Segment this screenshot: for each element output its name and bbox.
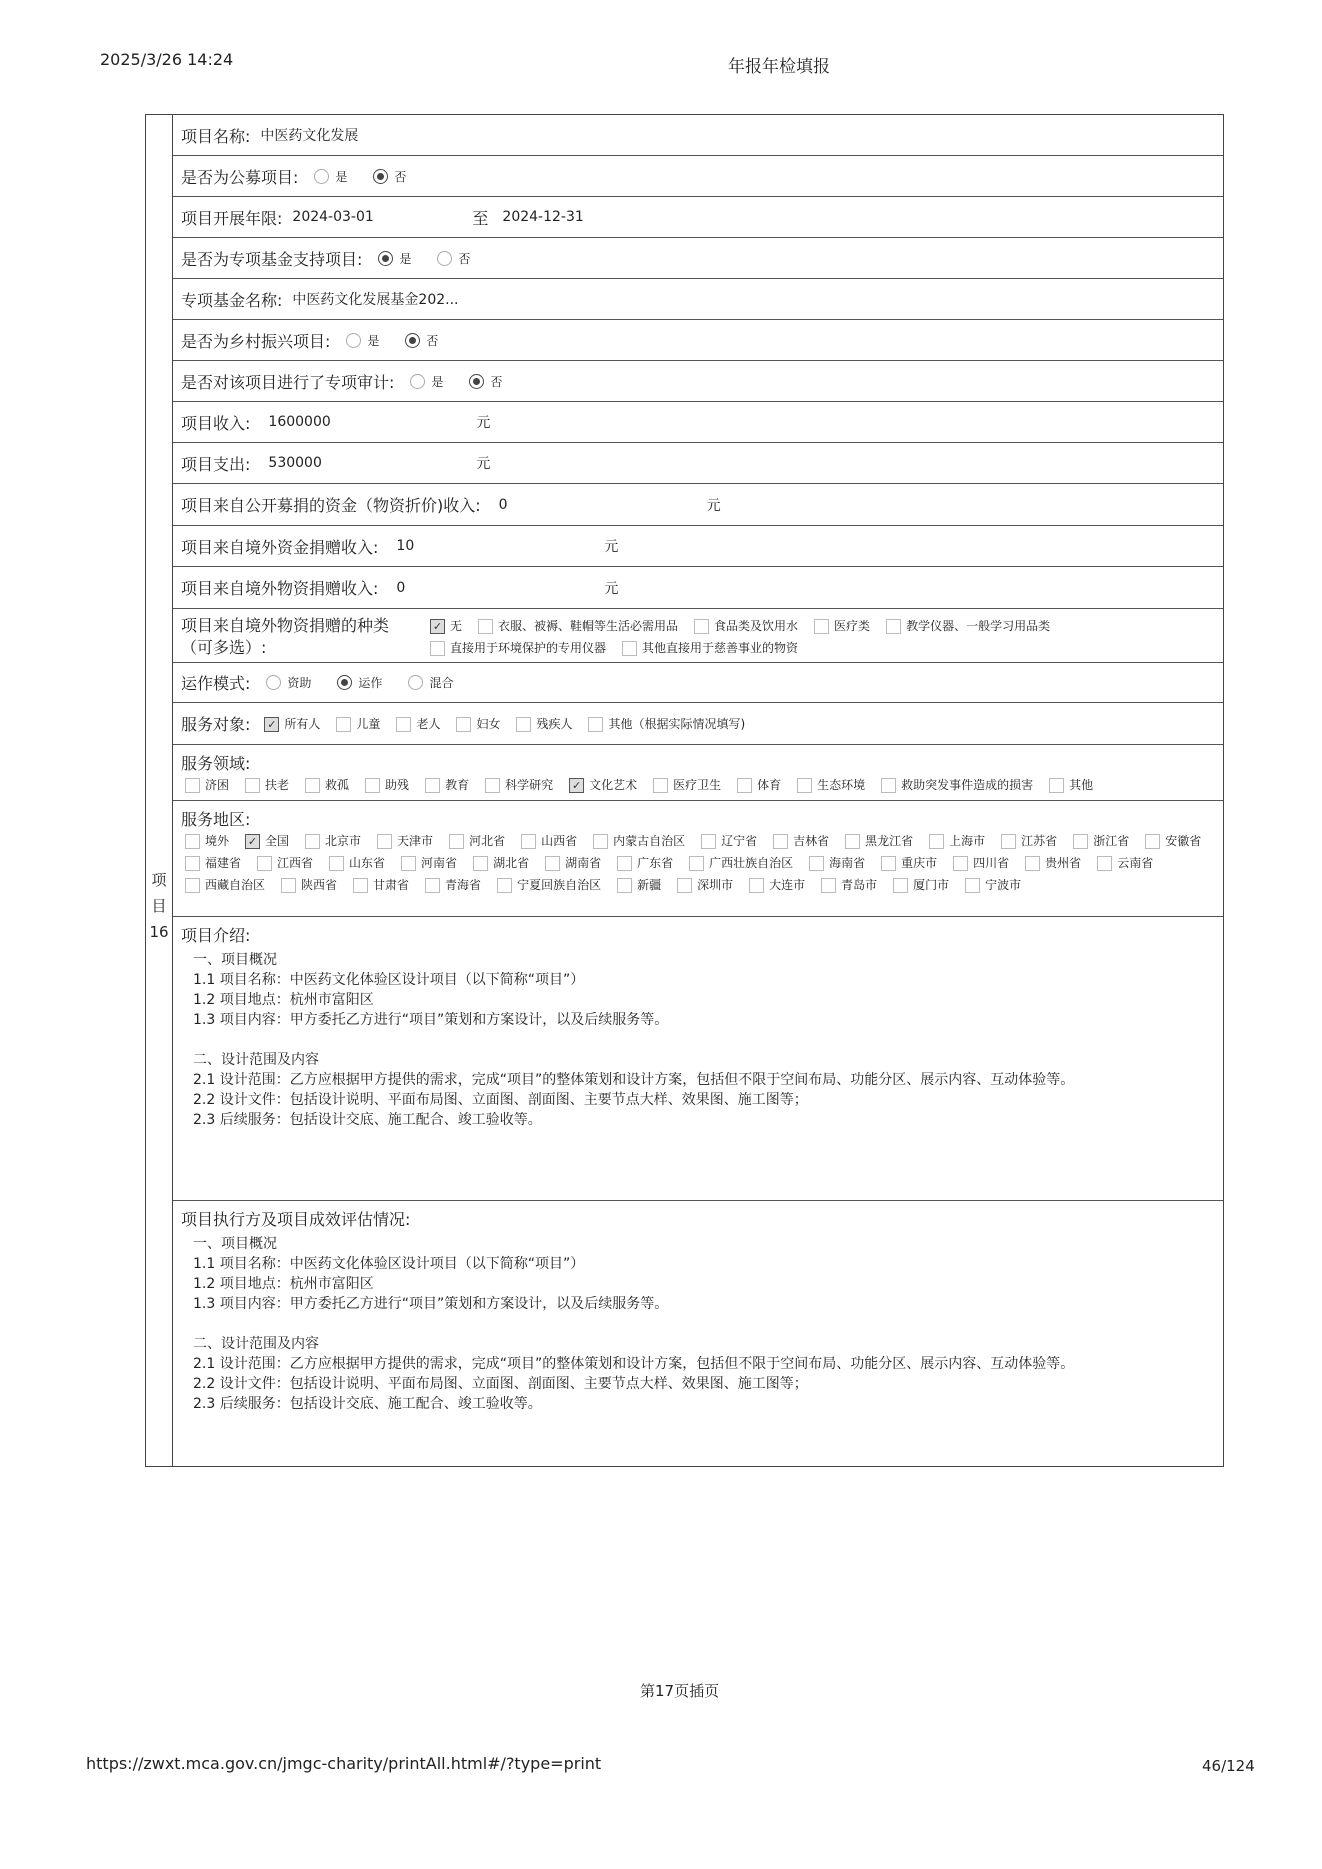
field-checkbox[interactable]: [485, 778, 500, 793]
target-option-label: 所有人: [284, 716, 321, 731]
execution-line: 1.3 项目内容：甲方委托乙方进行“项目”策划和方案设计，以及后续服务等。: [193, 1296, 669, 1312]
field-option-label: 医疗卫生: [673, 778, 722, 792]
project-name-row: [173, 115, 1223, 156]
region-option-label: 青岛市: [841, 878, 878, 892]
field-checkbox[interactable]: [365, 778, 380, 793]
region-option[interactable]: [769, 830, 829, 852]
public-yes-radio[interactable]: [314, 169, 329, 184]
service-target-label: 服务对象:: [181, 715, 251, 734]
region-option-label: 四川省: [973, 856, 1010, 870]
project-intro-label: 项目介绍:: [181, 926, 251, 945]
income-row: [173, 402, 1223, 443]
special-fund-no-label: 否: [458, 251, 471, 266]
operation-mode-row: [173, 663, 1223, 703]
region-option[interactable]: [1093, 852, 1153, 874]
target-option[interactable]: [260, 713, 320, 735]
region-checkbox[interactable]: [305, 834, 320, 849]
region-option-label: 福建省: [205, 856, 242, 870]
region-option[interactable]: [841, 830, 913, 852]
region-checkbox[interactable]: [1145, 834, 1160, 849]
region-option-label: 大连市: [769, 878, 806, 892]
target-checkbox[interactable]: [396, 717, 411, 732]
public-no-radio[interactable]: [373, 169, 388, 184]
field-option-label: 文化艺术: [589, 778, 638, 792]
execution-line: 1.1 项目名称：中医药文化体验区设计项目（以下简称“项目”）: [193, 1256, 585, 1272]
field-checkbox[interactable]: [881, 778, 896, 793]
foreign-fund-label: 项目来自境外资金捐赠收入:: [181, 537, 379, 557]
rural-yes-label: 是: [367, 333, 380, 348]
region-option[interactable]: [925, 830, 985, 852]
goods-type-options: [426, 615, 1146, 659]
region-option[interactable]: [469, 852, 529, 874]
field-checkbox[interactable]: [1049, 778, 1064, 793]
field-option-label: 济困: [205, 778, 230, 792]
goods-type-option[interactable]: [426, 615, 462, 637]
region-checkbox[interactable]: ✓: [245, 834, 260, 849]
execution-line: 二、设计范围及内容: [193, 1336, 319, 1352]
project-execution-row: [173, 1201, 1223, 1451]
region-option-label: 内蒙古自治区: [613, 834, 686, 848]
execution-line: 1.2 项目地点：杭州市富阳区: [193, 1276, 374, 1292]
page-count: 46/124: [1202, 1757, 1255, 1775]
execution-line: 2.2 设计文件：包括设计说明、平面布局图、立面图、剖面图、主要节点大样、效果图、施工图等；: [193, 1376, 808, 1392]
service-field-options: [181, 774, 1223, 796]
goods-type-row: [173, 609, 1223, 663]
region-option[interactable]: [817, 874, 877, 896]
region-option[interactable]: [949, 852, 1009, 874]
project-intro-text: [181, 946, 1223, 1130]
region-option-label: 山西省: [541, 834, 578, 848]
field-option[interactable]: [181, 774, 229, 796]
intro-line: 二、设计范围及内容: [193, 1052, 319, 1068]
goods-type-checkbox[interactable]: [478, 619, 493, 634]
target-checkbox[interactable]: [588, 717, 603, 732]
expense-unit: 元: [476, 456, 491, 472]
target-option-label: 残疾人: [536, 716, 573, 731]
field-option-label: 体育: [757, 778, 782, 792]
goods-type-checkbox[interactable]: [886, 619, 901, 634]
rural-revitalization-row: [173, 320, 1223, 361]
region-checkbox[interactable]: [677, 878, 692, 893]
region-checkbox[interactable]: [689, 856, 704, 871]
region-option[interactable]: [181, 852, 241, 874]
region-option[interactable]: [589, 830, 685, 852]
target-option[interactable]: [584, 713, 745, 735]
region-option-label: 江苏省: [1021, 834, 1058, 848]
goods-type-option-label: 直接用于环境保护的专用仪器: [450, 641, 607, 655]
region-checkbox[interactable]: [257, 856, 272, 871]
region-option[interactable]: [301, 830, 361, 852]
goods-type-checkbox[interactable]: [694, 619, 709, 634]
region-option[interactable]: [373, 830, 433, 852]
field-checkbox[interactable]: [653, 778, 668, 793]
mode-funding-label: 资助: [287, 676, 312, 690]
project-side-label: [146, 115, 173, 1466]
region-checkbox[interactable]: [1073, 834, 1088, 849]
project-execution-label: 项目执行方及项目成效评估情况:: [181, 1210, 411, 1229]
region-option[interactable]: [325, 852, 385, 874]
region-checkbox[interactable]: [329, 856, 344, 871]
mode-operation-radio[interactable]: [337, 675, 352, 690]
region-option-label: 贵州省: [1045, 856, 1082, 870]
field-option-label: 科学研究: [505, 778, 554, 792]
goods-type-option-label: 衣服、被褥、鞋帽等生活必需用品: [498, 619, 679, 633]
audit-yes-radio[interactable]: [410, 374, 425, 389]
special-fund-yes-label: 是: [399, 251, 412, 266]
field-option-label: 生态环境: [817, 778, 866, 792]
region-option-label: 广西壮族自治区: [709, 856, 794, 870]
field-checkbox[interactable]: [797, 778, 812, 793]
project-execution-text: [181, 1230, 1223, 1414]
region-option-label: 西藏自治区: [205, 878, 266, 892]
goods-type-option-label: 食品类及饮用水: [714, 619, 799, 633]
region-checkbox[interactable]: [449, 834, 464, 849]
region-checkbox[interactable]: [773, 834, 788, 849]
page-title: 年报年检填报: [728, 57, 830, 77]
project-period-row: [173, 197, 1223, 238]
region-option[interactable]: [253, 852, 313, 874]
region-option[interactable]: [613, 874, 661, 896]
target-option[interactable]: [392, 713, 440, 735]
region-checkbox[interactable]: [1001, 834, 1016, 849]
region-option-label: 河北省: [469, 834, 506, 848]
region-checkbox[interactable]: [821, 878, 836, 893]
region-option[interactable]: [541, 852, 601, 874]
intro-line: 一、项目概况: [193, 952, 277, 968]
audit-yes-label: 是: [431, 374, 444, 389]
target-option-label: 儿童: [356, 716, 381, 731]
fund-name-value: 中医药文化发展基金202...: [292, 292, 459, 308]
field-option[interactable]: [301, 774, 349, 796]
target-option-label: 老人: [416, 716, 441, 731]
execution-line: [193, 1314, 1223, 1334]
field-option[interactable]: [241, 774, 289, 796]
region-option-label: 辽宁省: [721, 834, 758, 848]
region-option-label: 河南省: [421, 856, 458, 870]
region-checkbox[interactable]: [401, 856, 416, 871]
region-option[interactable]: [673, 874, 733, 896]
operation-mode-label: 运作模式:: [181, 674, 251, 693]
region-option[interactable]: [421, 874, 481, 896]
audit-no-radio[interactable]: [469, 374, 484, 389]
rural-revitalization-label: 是否为乡村振兴项目:: [181, 331, 331, 351]
foreign-goods-field[interactable]: 0: [396, 579, 406, 596]
region-checkbox[interactable]: [929, 834, 944, 849]
expense-label: 项目支出:: [181, 454, 251, 474]
region-option[interactable]: [349, 874, 409, 896]
goods-type-label: 项目来自境外物资捐赠的种类（可多选）:: [181, 616, 390, 657]
special-audit-label: 是否对该项目进行了专项审计:: [181, 372, 395, 392]
goods-type-checkbox[interactable]: ✓: [430, 619, 445, 634]
region-option[interactable]: [613, 852, 673, 874]
field-option[interactable]: [793, 774, 865, 796]
page-insert-note: 第17页插页: [640, 1682, 720, 1700]
region-option[interactable]: [181, 830, 229, 852]
intro-line: 1.2 项目地点：杭州市富阳区: [193, 992, 374, 1008]
field-option-label: 救助突发事件造成的损害: [901, 778, 1034, 792]
region-checkbox[interactable]: [185, 856, 200, 871]
project-name-value: 中医药文化发展: [260, 128, 359, 144]
region-checkbox[interactable]: [1097, 856, 1112, 871]
print-url: https://zwxt.mca.gov.cn/jmgc-charity/printAll.html#/?type=print: [86, 1754, 602, 1773]
special-fund-no-radio[interactable]: [437, 251, 452, 266]
field-option-label: 扶老: [265, 778, 290, 792]
intro-line: [193, 1030, 1223, 1050]
project-period-label: 项目开展年限:: [181, 208, 283, 228]
goods-type-option[interactable]: [618, 637, 798, 659]
intro-line: 1.1 项目名称：中医药文化体验区设计项目（以下简称“项目”）: [193, 972, 585, 988]
goods-type-option[interactable]: [690, 615, 798, 637]
goods-type-option[interactable]: [426, 637, 606, 659]
region-option[interactable]: [277, 874, 337, 896]
service-region-options: [181, 830, 1223, 896]
region-option-label: 北京市: [325, 834, 362, 848]
region-checkbox[interactable]: [1025, 856, 1040, 871]
goods-type-checkbox[interactable]: [622, 641, 637, 656]
project-name-label: 项目名称:: [181, 126, 251, 146]
region-option[interactable]: [397, 852, 457, 874]
execution-line: 2.3 后续服务：包括设计交底、施工配合、竣工验收等。: [193, 1396, 542, 1412]
region-option[interactable]: [877, 852, 937, 874]
region-option-label: 江西省: [277, 856, 314, 870]
field-option-label: 救孤: [325, 778, 350, 792]
region-option-label: 广东省: [637, 856, 674, 870]
field-option[interactable]: [565, 774, 637, 796]
service-region-label: 服务地区:: [181, 810, 251, 829]
target-option-label: 妇女: [476, 716, 501, 731]
region-checkbox[interactable]: [953, 856, 968, 871]
region-checkbox[interactable]: [617, 856, 632, 871]
start-date-value: 2024-03-01: [292, 209, 374, 225]
region-option-label: 甘肃省: [373, 878, 410, 892]
region-checkbox[interactable]: [617, 878, 632, 893]
region-option[interactable]: [1069, 830, 1129, 852]
field-option-label: 其他: [1069, 778, 1094, 792]
goods-type-option-label: 教学仪器、一般学习用品类: [906, 619, 1051, 633]
region-checkbox[interactable]: [473, 856, 488, 871]
fund-name-label: 专项基金名称:: [181, 290, 283, 310]
public-no-label: 否: [394, 169, 407, 184]
field-option[interactable]: [481, 774, 553, 796]
execution-line: 一、项目概况: [193, 1236, 277, 1252]
audit-no-label: 否: [490, 374, 503, 389]
field-checkbox[interactable]: [737, 778, 752, 793]
region-checkbox[interactable]: [965, 878, 980, 893]
field-option-label: 助残: [385, 778, 410, 792]
region-option[interactable]: [517, 830, 577, 852]
region-option-label: 重庆市: [901, 856, 938, 870]
field-checkbox[interactable]: [305, 778, 320, 793]
region-option[interactable]: [1141, 830, 1201, 852]
public-donation-label: 项目来自公开募捐的资金（物资折价)收入:: [181, 496, 481, 515]
region-option-label: 云南省: [1117, 856, 1154, 870]
service-field-label: 服务领域:: [181, 754, 251, 773]
region-checkbox[interactable]: [281, 878, 296, 893]
region-checkbox[interactable]: [521, 834, 536, 849]
goods-type-option[interactable]: [474, 615, 678, 637]
region-option-label: 厦门市: [913, 878, 950, 892]
region-option[interactable]: [997, 830, 1057, 852]
field-option[interactable]: [1045, 774, 1093, 796]
end-date-value: 2024-12-31: [502, 209, 584, 225]
field-checkbox[interactable]: ✓: [569, 778, 584, 793]
region-option[interactable]: [493, 874, 601, 896]
project-form: [145, 114, 1224, 1467]
mode-mixed-radio[interactable]: [408, 675, 423, 690]
region-option-label: 全国: [265, 834, 290, 848]
rural-no-radio[interactable]: [405, 333, 420, 348]
field-checkbox[interactable]: [245, 778, 260, 793]
public-donation-field[interactable]: 0: [498, 496, 508, 513]
foreign-goods-unit: 元: [604, 580, 619, 597]
region-option-label: 浙江省: [1093, 834, 1130, 848]
region-checkbox[interactable]: [881, 856, 896, 871]
region-option[interactable]: [241, 830, 289, 852]
special-fund-label: 是否为专项基金支持项目:: [181, 249, 363, 269]
rural-no-label: 否: [426, 333, 439, 348]
region-option-label: 深圳市: [697, 878, 734, 892]
foreign-goods-label: 项目来自境外物资捐赠收入:: [181, 579, 379, 598]
public-yes-label: 是: [335, 169, 348, 184]
goods-type-checkbox[interactable]: [814, 619, 829, 634]
region-option-label: 宁夏回族自治区: [517, 878, 602, 892]
intro-line: 2.2 设计文件：包括设计说明、平面布局图、立面图、剖面图、主要节点大样、效果图、施工图等；: [193, 1092, 808, 1108]
public-fundraising-label: 是否为公募项目:: [181, 167, 299, 187]
region-option[interactable]: [961, 874, 1021, 896]
print-datetime: 2025/3/26 14:24: [100, 50, 234, 69]
field-option[interactable]: [877, 774, 1033, 796]
region-option[interactable]: [805, 852, 865, 874]
region-checkbox[interactable]: [845, 834, 860, 849]
service-region-row: [173, 801, 1223, 917]
target-option[interactable]: [512, 713, 572, 735]
service-field-row: [173, 745, 1223, 801]
region-option[interactable]: [445, 830, 505, 852]
region-checkbox[interactable]: [701, 834, 716, 849]
region-option-label: 安徽省: [1165, 834, 1202, 848]
goods-type-option-label: 无: [450, 619, 463, 633]
region-option-label: 吉林省: [793, 834, 830, 848]
project-index-label: 项目16: [149, 871, 169, 941]
field-option-label: 教育: [445, 778, 470, 792]
region-checkbox[interactable]: [545, 856, 560, 871]
region-option[interactable]: [685, 852, 793, 874]
special-fund-yes-radio[interactable]: [378, 251, 393, 266]
region-option[interactable]: [1021, 852, 1081, 874]
goods-type-option-label: 医疗类: [834, 619, 871, 633]
special-fund-row: [173, 238, 1223, 279]
region-option-label: 海南省: [829, 856, 866, 870]
field-checkbox[interactable]: [425, 778, 440, 793]
mode-operation-label: 运作: [358, 676, 383, 690]
region-option-label: 湖南省: [565, 856, 602, 870]
intro-line: 1.3 项目内容：甲方委托乙方进行“项目”策划和方案设计，以及后续服务等。: [193, 1012, 669, 1028]
goods-type-option[interactable]: [882, 615, 1050, 637]
target-option[interactable]: [452, 713, 500, 735]
special-audit-row: [173, 361, 1223, 402]
foreign-goods-row: [173, 567, 1223, 609]
region-option-label: 境外: [205, 834, 230, 848]
region-checkbox[interactable]: [353, 878, 368, 893]
service-target-row: [173, 703, 1223, 745]
region-option-label: 天津市: [397, 834, 434, 848]
region-option-label: 上海市: [949, 834, 986, 848]
region-option-label: 陕西省: [301, 878, 338, 892]
public-donation-unit: 元: [706, 497, 721, 514]
execution-line: 2.1 设计范围：乙方应根据甲方提供的需求，完成“项目”的整体策划和设计方案，包括但不限于空间布局、功能分区、展示内容、互动体验等。: [193, 1356, 1075, 1372]
region-option-label: 湖北省: [493, 856, 530, 870]
target-checkbox[interactable]: [336, 717, 351, 732]
region-option-label: 青海省: [445, 878, 482, 892]
date-range-separator: 至: [472, 208, 489, 228]
target-checkbox[interactable]: ✓: [264, 717, 279, 732]
foreign-fund-field[interactable]: 10: [396, 538, 415, 554]
target-option-label: 其他（根据实际情况填写): [608, 716, 746, 731]
public-fundraising-row: [173, 156, 1223, 197]
region-checkbox[interactable]: [425, 878, 440, 893]
mode-funding-radio[interactable]: [266, 675, 281, 690]
region-checkbox[interactable]: [185, 834, 200, 849]
region-option[interactable]: [889, 874, 949, 896]
region-checkbox[interactable]: [749, 878, 764, 893]
region-option[interactable]: [181, 874, 265, 896]
field-option[interactable]: [649, 774, 721, 796]
foreign-fund-unit: 元: [604, 539, 619, 555]
region-option[interactable]: [697, 830, 757, 852]
region-option-label: 新疆: [637, 878, 662, 892]
region-checkbox[interactable]: [809, 856, 824, 871]
region-checkbox[interactable]: [593, 834, 608, 849]
rural-yes-radio[interactable]: [346, 333, 361, 348]
expense-row: [173, 443, 1223, 484]
foreign-fund-row: [173, 526, 1223, 567]
intro-line: 2.3 后续服务：包括设计交底、施工配合、竣工验收等。: [193, 1112, 542, 1128]
field-option[interactable]: [733, 774, 781, 796]
region-option-label: 宁波市: [985, 878, 1022, 892]
region-option-label: 山东省: [349, 856, 386, 870]
income-label: 项目收入:: [181, 413, 251, 433]
region-checkbox[interactable]: [893, 878, 908, 893]
project-intro-row: [173, 917, 1223, 1201]
target-checkbox[interactable]: [456, 717, 471, 732]
region-option[interactable]: [745, 874, 805, 896]
goods-type-option[interactable]: [810, 615, 870, 637]
public-donation-row: [173, 484, 1223, 526]
region-option-label: 黑龙江省: [865, 834, 914, 848]
field-option[interactable]: [421, 774, 469, 796]
field-option[interactable]: [361, 774, 409, 796]
target-option[interactable]: [332, 713, 380, 735]
region-checkbox[interactable]: [185, 878, 200, 893]
field-checkbox[interactable]: [185, 778, 200, 793]
expense-field[interactable]: 530000: [268, 455, 322, 471]
goods-type-option-label: 其他直接用于慈善事业的物资: [642, 641, 799, 655]
region-checkbox[interactable]: [497, 878, 512, 893]
mode-mixed-label: 混合: [429, 676, 454, 690]
goods-type-checkbox[interactable]: [430, 641, 445, 656]
fund-name-row: [173, 279, 1223, 320]
target-checkbox[interactable]: [516, 717, 531, 732]
region-checkbox[interactable]: [377, 834, 392, 849]
income-unit: 元: [476, 415, 491, 431]
income-field[interactable]: 1600000: [268, 414, 331, 430]
intro-line: 2.1 设计范围：乙方应根据甲方提供的需求，完成“项目”的整体策划和设计方案，包括但不限于空间布局、功能分区、展示内容、互动体验等。: [193, 1072, 1075, 1088]
